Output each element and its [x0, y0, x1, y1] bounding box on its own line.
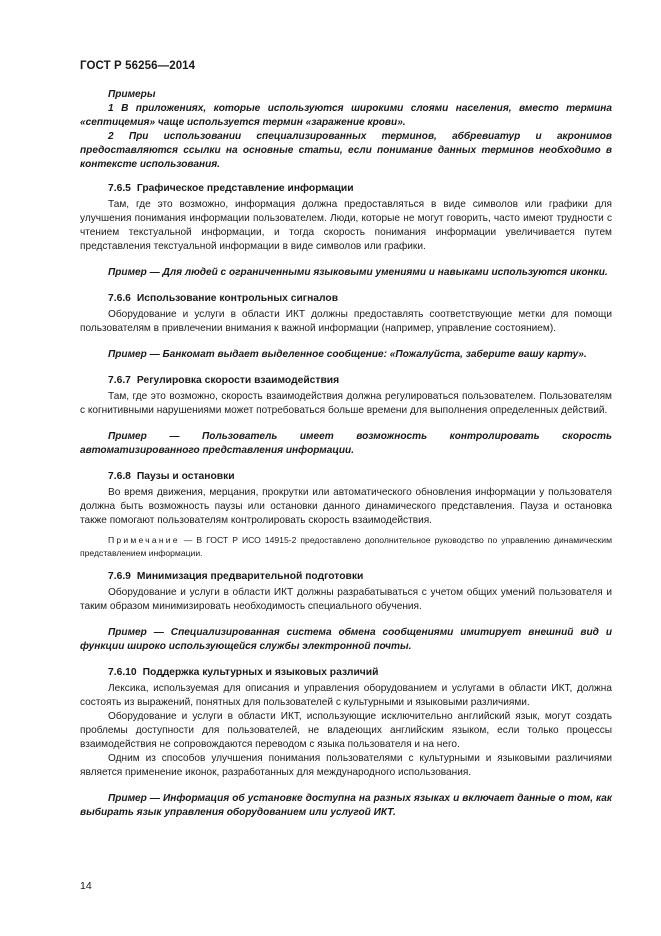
- section-note: [80, 534, 612, 560]
- section-paragraph: Лексика, используемая для описания и управления оборудованием и услугами в области ИКТ, должна состоять из выражений, понятных для пользователей с культурными и языковыми различиями.: [80, 683, 612, 708]
- section-title: Минимизация предварительной подготовки: [136, 571, 364, 582]
- section-heading-7-6-7: [80, 374, 612, 388]
- section-heading-7-6-6: [80, 292, 612, 306]
- section-title: Паузы и остановки: [136, 471, 235, 482]
- note-label: Примечание: [108, 535, 180, 545]
- section-paragraph: Оборудование и услуги в области ИКТ, использующие исключительно английский язык, могут создать проблемы доступности для пользователей, не владеющих английским языком, если только процессы взаимодействия не сопровождаются переводом с языка пользователя и на него.: [80, 711, 612, 750]
- document-header: ГОСТ Р 56256—2014: [80, 60, 196, 72]
- section-heading-7-6-8: [80, 470, 612, 484]
- section-number: 7.6.5: [108, 183, 131, 194]
- example-item-1: 1 В приложениях, которые используются широкими слоями населения, вместо термина «септицемия» чаще используется термин «заражение крови».: [80, 103, 612, 128]
- examples-label: Примеры: [108, 89, 156, 100]
- page-number: 14: [80, 880, 92, 892]
- section-heading-7-6-9: [80, 570, 612, 584]
- section-paragraph: Одним из способов улучшения понимания пользователями с культурными и языковыми различиями является применение иконок, разработанных для международного использования.: [80, 753, 612, 778]
- section-heading-7-6-10: [80, 666, 612, 680]
- section-title: Использование контрольных сигналов: [136, 293, 339, 304]
- section-paragraph: Во время движения, мерцания, прокрутки или автоматического обновления информации у пользователя должна быть возможность паузы или остановки данного динамического представления. Пауза и остановка также помогают пользователям контролировать скорость взаимодействия.: [80, 487, 612, 526]
- section-number: 7.6.10: [108, 667, 137, 678]
- section-example: Пример — Пользователь имеет возможность контролировать скорость автоматизированного представления информации.: [80, 431, 612, 456]
- section-number: 7.6.6: [108, 293, 131, 304]
- section-paragraph: Там, где это возможно, информация должна предоставляться в виде символов или графики для улучшения понимания информации пользователем. Люди, которые не могут говорить, часто имеют трудности с чтением текстуальной информации, и тогда скорость понимания информации увеличивается путем представления текстуальной информации в виде символов или графики.: [80, 199, 612, 252]
- section-title: Регулировка скорости взаимодействия: [136, 375, 340, 386]
- section-title: Графическое представление информации: [136, 183, 354, 194]
- section-number: 7.6.7: [108, 375, 131, 386]
- section-number: 7.6.8: [108, 471, 131, 482]
- section-heading-7-6-5: [80, 182, 612, 196]
- section-example: Пример — Информация об установке доступна на разных языках и включает данные о том, как выбирать язык управления оборудованием или услугой ИКТ.: [80, 793, 612, 818]
- section-example: Пример — Банкомат выдает выделенное сообщение: «Пожалуйста, заберите вашу карту».: [108, 349, 587, 360]
- section-title: Поддержка культурных и языковых различий: [142, 667, 379, 678]
- section-paragraph: Там, где это возможно, скорость взаимодействия должна регулироваться пользователем. Пользователям с когнитивными нарушениями может потребоваться больше времени для выполнения определенных действий.: [80, 391, 612, 416]
- example-item-2: 2 При использовании специализированных терминов, аббревиатур и акронимов предоставляются ссылки на основные статьи, если понимание данных терминов необходимо в контексте использования.: [80, 131, 612, 170]
- section-example: Пример — Специализированная система обмена сообщениями имитирует внешний вид и функции широко использующейся службы электронной почты.: [80, 627, 612, 652]
- document-body: [80, 88, 612, 820]
- section-example: Пример — Для людей с ограниченными языковыми умениями и навыками используются иконки.: [108, 267, 608, 278]
- section-number: 7.6.9: [108, 571, 131, 582]
- section-paragraph: Оборудование и услуги в области ИКТ должны разрабатываться с учетом общих умений пользователя и таким образом минимизировать необходимость специального обучения.: [80, 587, 612, 612]
- section-paragraph: Оборудование и услуги в области ИКТ должны предоставлять соответствующие метки для помощи пользователям в привлечении внимания к важной информации (например, управление состоянием).: [80, 309, 612, 334]
- note-text: — В ГОСТ Р ИСО 14915-2 предоставлено дополнительное руководство по управлению динамическим представлением информации.: [80, 535, 612, 558]
